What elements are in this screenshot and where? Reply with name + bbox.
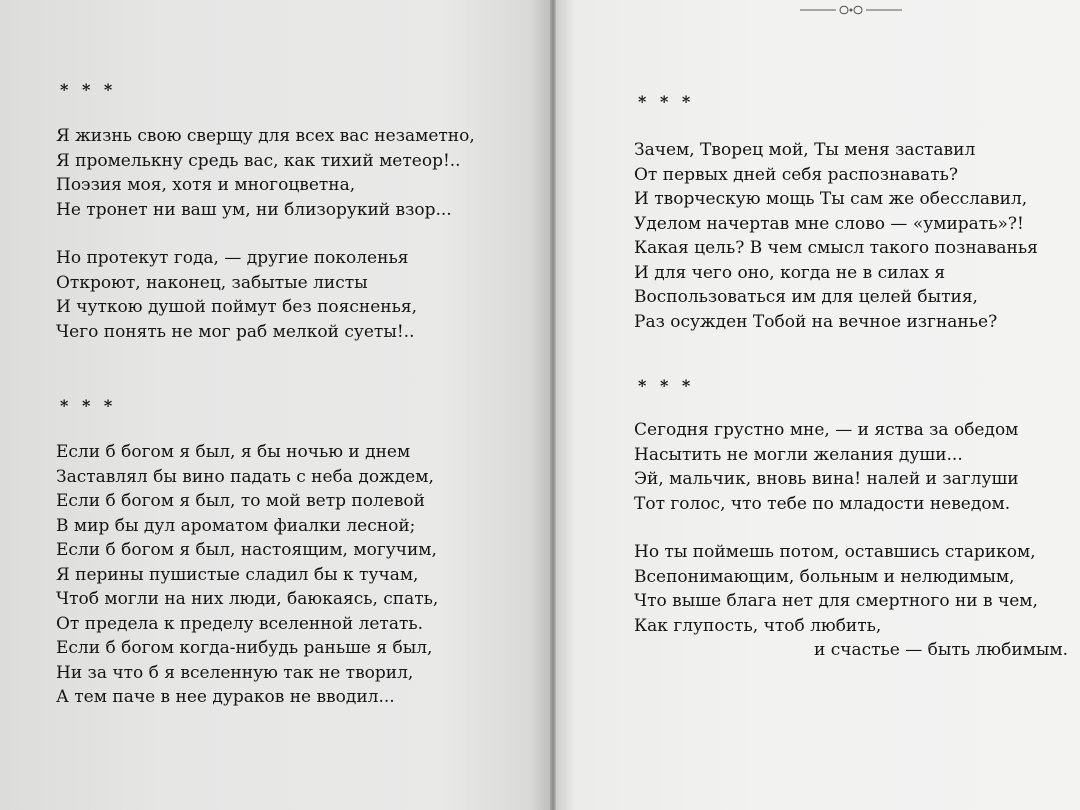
verse-line: Если б богом я был, то мой ветр полевой	[56, 491, 425, 511]
verse-line: Раз осужден Тобой на вечное изгнанье?	[634, 311, 998, 332]
verse-line: Поэзия моя, хотя и многоцветна,	[56, 175, 356, 195]
verse-line: Тот голос, что тебе по младости неведом.	[634, 493, 1011, 514]
verse-line: Уделом начертав мне слово — «умирать»?!	[634, 213, 1024, 234]
verse-line: Какая цель? В чем смысл такого познаванья	[634, 238, 1038, 258]
verse-line: Если б богом я был, я бы ночью и днем	[56, 442, 411, 462]
poem-right-2	[634, 418, 1068, 663]
verse-line: Я жизнь свою сверщу для всех вас незаметно,	[56, 126, 475, 146]
verse-line: Но протекут года, — другие поколенья	[56, 248, 409, 268]
stanza-gap	[56, 222, 475, 246]
verse-line: Зачем, Творец мой, Ты меня заставил	[634, 140, 976, 160]
right-page	[554, 0, 1080, 810]
verse-line: Я перины пушистые сладил бы к тучам,	[56, 564, 419, 585]
poem-separator: * * *	[60, 80, 117, 99]
poem-separator: * * *	[638, 376, 695, 395]
verse-line: Чего понять не мог раб мелкой суеты!..	[56, 321, 415, 342]
verse-line: Если б богом когда-нибудь раньше я был,	[56, 638, 433, 658]
poem-separator: * * *	[60, 396, 117, 415]
verse-line: Я промелькну средь вас, как тихий метеор!..	[56, 150, 461, 171]
verse-line: И творческую мощь Ты сам же обесславил,	[634, 189, 1028, 209]
verse-line: Ни за что б я вселенную так не творил,	[56, 662, 414, 683]
stanza-gap	[634, 516, 1068, 540]
poem-left-1	[56, 124, 475, 344]
verse-line: Если б богом я был, настоящим, могучим,	[56, 540, 437, 560]
verse-line: Не тронет ни ваш ум, ни близорукий взор...	[56, 199, 452, 220]
vignette-ornament-icon	[796, 2, 906, 18]
verse-line: Эй, мальчик, вновь вина! налей и заглуши	[634, 469, 1019, 489]
verse-line: Сегодня грустно мне, — и яства за обедом	[634, 420, 1019, 440]
verse-line: А тем паче в нее дураков не вводил...	[56, 687, 395, 707]
verse-line: Воспользоваться им для целей бытия,	[634, 287, 978, 307]
verse-line: Заставлял бы вино падать с неба дождем,	[56, 466, 434, 487]
verse-line: Откроют, наконец, забытые листы	[56, 272, 368, 293]
verse-line: Как глупость, чтоб любить,	[634, 615, 882, 636]
verse-line: Но ты поймешь потом, оставшись стариком,	[634, 542, 1036, 562]
verse-line: И чуткою душой поймут без поясненья,	[56, 297, 418, 317]
verse-line: Что выше блага нет для смертного ни в чем,	[634, 591, 1038, 611]
verse-line: Насытить не могли желания души...	[634, 444, 963, 465]
verse-line: И для чего оно, когда не в силах я	[634, 262, 946, 283]
verse-line: От первых дней себя распознавать?	[634, 164, 958, 185]
book-gutter	[550, 0, 556, 810]
verse-line-indented: и счастье — быть любимым.	[814, 640, 1069, 660]
verse-line: Чтоб могли на них люди, баюкаясь, спать,	[56, 589, 439, 609]
verse-line: От предела к пределу вселенной летать.	[56, 613, 424, 634]
poem-left-2	[56, 440, 438, 710]
poem-right-1	[634, 138, 1038, 334]
verse-line: Всепонимающим, больным и нелюдимым,	[634, 566, 1015, 587]
poem-separator: * * *	[638, 92, 695, 111]
verse-line: В мир бы дул ароматом фиалки лесной;	[56, 515, 416, 536]
